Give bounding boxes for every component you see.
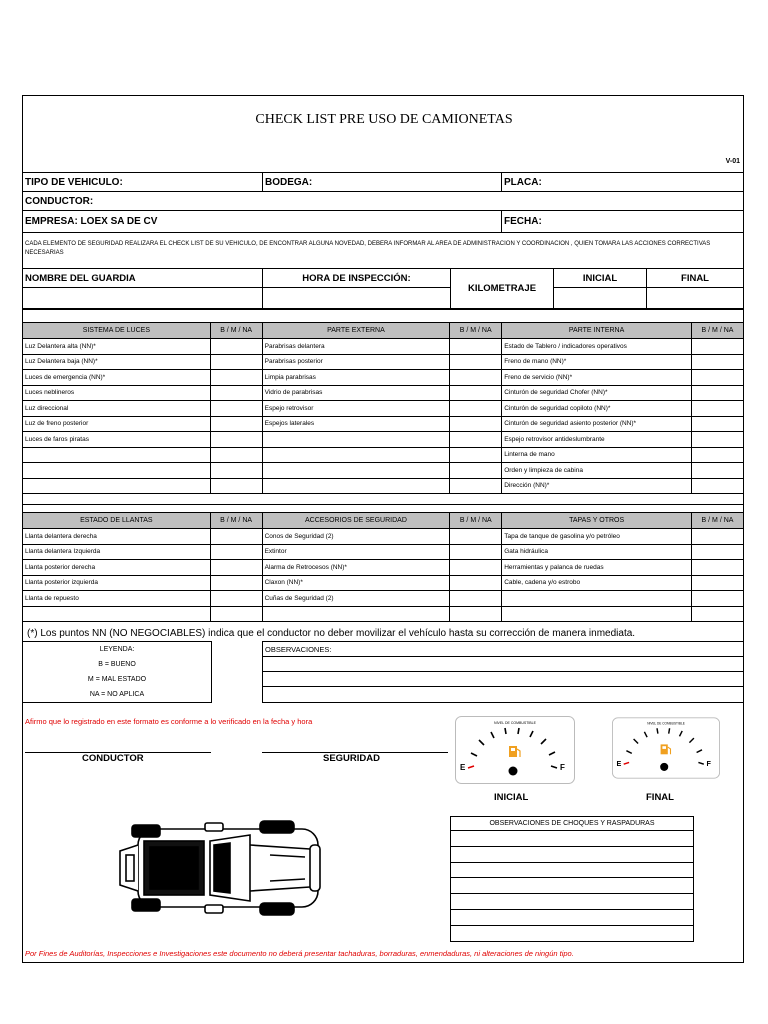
check-item-status[interactable] bbox=[210, 606, 262, 622]
section-header: PARTE INTERNA bbox=[502, 323, 692, 339]
legend-mal-estado: M = MAL ESTADO bbox=[87, 676, 147, 683]
section-header: PARTE EXTERNA bbox=[262, 323, 450, 339]
check-item-label bbox=[23, 478, 211, 494]
check-item-label: Llanta posterior izquierda bbox=[23, 575, 211, 591]
check-item-label: Luces neblineros bbox=[23, 385, 211, 401]
check-item-status[interactable] bbox=[450, 560, 502, 576]
hora-input[interactable] bbox=[263, 288, 451, 309]
seguridad-signature-label: SEGURIDAD bbox=[323, 753, 381, 764]
choques-header: OBSERVACIONES DE CHOQUES Y RASPADURAS bbox=[451, 817, 694, 831]
bodega-field[interactable]: BODEGA: bbox=[263, 173, 502, 192]
gauge-caption: NIVEL DE COMBUSTIBLE bbox=[647, 721, 685, 726]
check-item-status[interactable] bbox=[210, 432, 262, 448]
kilometraje-label: KILOMETRAJE bbox=[451, 269, 554, 309]
check-item-status[interactable] bbox=[692, 544, 744, 560]
section-header: ACCESORIOS DE SEGURIDAD bbox=[262, 513, 450, 529]
check-item-status[interactable] bbox=[210, 529, 262, 545]
check-item-label bbox=[23, 447, 211, 463]
check-item-status[interactable] bbox=[450, 401, 502, 417]
choques-line[interactable] bbox=[451, 925, 694, 941]
inspection-table bbox=[22, 268, 744, 309]
check-item-label: Linterna de mano bbox=[502, 447, 692, 463]
page-title: CHECK LIST PRE USO DE CAMIONETAS bbox=[255, 112, 513, 127]
fuel-gauge-final[interactable] bbox=[612, 716, 720, 780]
check-item-label: Espejo retrovisor bbox=[262, 401, 450, 417]
bmna-header: B / M / NA bbox=[210, 513, 262, 529]
check-item-status[interactable] bbox=[692, 354, 744, 370]
check-item-status[interactable] bbox=[450, 606, 502, 622]
observaciones-table bbox=[262, 641, 744, 703]
check-item-label: Llanta delantera Izquierda bbox=[23, 544, 211, 560]
choques-line[interactable] bbox=[451, 846, 694, 862]
check-item-status[interactable] bbox=[450, 463, 502, 479]
conductor-signature-label: CONDUCTOR bbox=[82, 753, 144, 764]
check-item-status[interactable] bbox=[210, 354, 262, 370]
check-item-label: Dirección (NN)* bbox=[502, 478, 692, 494]
check-item-label: Orden y limpieza de cabina bbox=[502, 463, 692, 479]
gauge-center bbox=[509, 767, 518, 776]
spacer-row bbox=[22, 309, 744, 323]
legend-box bbox=[22, 641, 212, 703]
check-item-label: Luces de emergencia (NN)* bbox=[23, 370, 211, 386]
check-item-status[interactable] bbox=[692, 447, 744, 463]
check-item-status[interactable] bbox=[210, 544, 262, 560]
gauge-f-label: F bbox=[706, 759, 711, 768]
check-item-status[interactable] bbox=[450, 385, 502, 401]
check-item-label bbox=[262, 447, 450, 463]
check-item-label: Gata hidráulica bbox=[502, 544, 692, 560]
check-item-status[interactable] bbox=[210, 339, 262, 355]
check-item-status[interactable] bbox=[692, 432, 744, 448]
bmna-header: B / M / NA bbox=[450, 513, 502, 529]
check-item-status[interactable] bbox=[692, 401, 744, 417]
check-item-label: Llanta delantera derecha bbox=[23, 529, 211, 545]
check-item-status[interactable] bbox=[692, 606, 744, 622]
check-item-status[interactable] bbox=[210, 385, 262, 401]
tipo-vehiculo-field[interactable]: TIPO DE VEHICULO: bbox=[23, 173, 263, 192]
gauge-final-label: FINAL bbox=[646, 792, 674, 803]
check-item-label: Limpia parabrisas bbox=[262, 370, 450, 386]
check-item-label: Cinturón de seguridad copiloto (NN)* bbox=[502, 401, 692, 417]
bmna-header: B / M / NA bbox=[692, 513, 744, 529]
check-item-status[interactable] bbox=[692, 385, 744, 401]
check-item-status[interactable] bbox=[692, 463, 744, 479]
check-item-status[interactable] bbox=[692, 575, 744, 591]
hora-label: HORA DE INSPECCIÓN: bbox=[263, 269, 451, 288]
check-item-status[interactable] bbox=[210, 575, 262, 591]
legend-title: LEYENDA: bbox=[99, 646, 135, 653]
check-item-label: Cuñas de Seguridad (2) bbox=[262, 591, 450, 607]
guardia-label: NOMBRE DEL GUARDIA bbox=[23, 269, 263, 288]
choques-line[interactable] bbox=[451, 878, 694, 894]
check-item-status[interactable] bbox=[692, 560, 744, 576]
check-item-status[interactable] bbox=[210, 591, 262, 607]
vehicle-diagram-icon[interactable] bbox=[110, 805, 330, 930]
km-final-label: FINAL bbox=[647, 269, 744, 288]
fuel-gauge-inicial[interactable] bbox=[455, 716, 575, 784]
check-item-label bbox=[23, 463, 211, 479]
check-item-status[interactable] bbox=[450, 478, 502, 494]
check-item-label bbox=[262, 478, 450, 494]
check-item-label: Claxon (NN)* bbox=[262, 575, 450, 591]
choques-table bbox=[450, 816, 694, 942]
section-header: ESTADO DE LLANTAS bbox=[23, 513, 211, 529]
check-item-status[interactable] bbox=[450, 432, 502, 448]
check-item-status[interactable] bbox=[450, 575, 502, 591]
check-item-status[interactable] bbox=[450, 416, 502, 432]
observaciones-line[interactable] bbox=[263, 687, 744, 703]
check-item-status[interactable] bbox=[210, 401, 262, 417]
check-item-label bbox=[262, 432, 450, 448]
empresa-field[interactable]: EMPRESA: LOEX SA DE CV bbox=[23, 211, 502, 233]
check-item-status[interactable] bbox=[210, 447, 262, 463]
legend-no-aplica: NA = NO APLICA bbox=[89, 691, 145, 698]
check-item-status[interactable] bbox=[692, 370, 744, 386]
gauge-e-label: E bbox=[460, 763, 466, 772]
check-item-label bbox=[23, 606, 211, 622]
observaciones-label: OBSERVACIONES: bbox=[263, 642, 744, 657]
placa-field[interactable]: PLACA: bbox=[502, 173, 744, 192]
bmna-header: B / M / NA bbox=[692, 323, 744, 339]
check-item-status[interactable] bbox=[692, 529, 744, 545]
check-item-label: Luz Delantera alta (NN)* bbox=[23, 339, 211, 355]
check-item-label: Estado de Tablero / indicadores operativos bbox=[502, 339, 692, 355]
check-item-label: Conos de Seguridad (2) bbox=[262, 529, 450, 545]
check-item-label: Luz de freno posterior bbox=[23, 416, 211, 432]
check-item-status[interactable] bbox=[450, 544, 502, 560]
bmna-header: B / M / NA bbox=[210, 323, 262, 339]
bmna-header: B / M / NA bbox=[450, 323, 502, 339]
check-item-label bbox=[502, 591, 692, 607]
check-item-label: Herramientas y palanca de ruedas bbox=[502, 560, 692, 576]
gauge-e-label: E bbox=[616, 759, 622, 768]
check-item-label: Cinturón de seguridad asiento posterior (NN)* bbox=[502, 416, 692, 432]
gauge-center bbox=[660, 763, 668, 771]
section-header: SISTEMA DE LUCES bbox=[23, 323, 211, 339]
check-item-status[interactable] bbox=[450, 339, 502, 355]
check-item-label: Espejos laterales bbox=[262, 416, 450, 432]
choques-line[interactable] bbox=[451, 909, 694, 925]
affirm-text: Afirmo que lo registrado en este formato es conforme a lo verificado en la fecha y hora bbox=[25, 717, 313, 726]
check-item-label: Parabrisas delantera bbox=[262, 339, 450, 355]
checklist-section-1 bbox=[22, 322, 744, 494]
check-item-label: Tapa de tanque de gasolina y/o petróleo bbox=[502, 529, 692, 545]
guardia-input[interactable] bbox=[23, 288, 263, 309]
conductor-field[interactable]: CONDUCTOR: bbox=[23, 192, 744, 211]
check-item-label: Luz direccional bbox=[23, 401, 211, 417]
check-item-status[interactable] bbox=[450, 529, 502, 545]
gauge-f-label: F bbox=[560, 763, 565, 772]
check-item-status[interactable] bbox=[692, 416, 744, 432]
check-item-status[interactable] bbox=[692, 591, 744, 607]
legend-bueno: B = BUENO bbox=[98, 661, 136, 668]
check-item-label: Cable, cadena y/o estrobo bbox=[502, 575, 692, 591]
check-item-status[interactable] bbox=[450, 591, 502, 607]
check-item-label: Freno de servicio (NN)* bbox=[502, 370, 692, 386]
check-item-status[interactable] bbox=[210, 560, 262, 576]
check-item-label: Luz Delantera baja (NN)* bbox=[23, 354, 211, 370]
check-item-label: Luces de faros piratas bbox=[23, 432, 211, 448]
choques-line[interactable] bbox=[451, 862, 694, 878]
check-item-status[interactable] bbox=[210, 478, 262, 494]
km-final-input[interactable] bbox=[647, 288, 744, 309]
km-inicial-label: INICIAL bbox=[554, 269, 647, 288]
section-header: TAPAS Y OTROS bbox=[502, 513, 692, 529]
footer-note: Por Fines de Auditorías, Inspecciones e Investigaciones este documento no deberá presentar tachaduras, borraduras, enmendaduras, ni alteraciones de ningún tipo. bbox=[25, 949, 574, 958]
check-item-label: Parabrisas posterior bbox=[262, 354, 450, 370]
choques-line[interactable] bbox=[451, 831, 694, 847]
check-item-label: Alarma de Retrocesos (NN)* bbox=[262, 560, 450, 576]
check-item-status[interactable] bbox=[210, 416, 262, 432]
check-item-label bbox=[262, 463, 450, 479]
check-item-label bbox=[262, 606, 450, 622]
nn-note: (*) Los puntos NN (NO NEGOCIABLES) indica que el conductor no deber movilizar el vehículo hasta su corrección de manera inmediata. bbox=[27, 628, 636, 639]
gauge-inicial-label: INICIAL bbox=[494, 792, 529, 803]
check-item-label: Cinturón de seguridad Chofer (NN)* bbox=[502, 385, 692, 401]
checklist-section-2 bbox=[22, 512, 744, 622]
notice-text: CADA ELEMENTO DE SEGURIDAD REALIZARA EL CHECK LIST DE SU VEHICULO, DE ENCONTRAR ALGUNA NOVEDAD, DEBERA INFORMAR AL AREA DE ADMINISTRACION Y COORDINACION , QUIEN TOMARA LAS ACCIONES CORRECTIVAS NECESARIAS bbox=[25, 241, 711, 256]
check-item-status[interactable] bbox=[450, 370, 502, 386]
check-item-label: Extintor bbox=[262, 544, 450, 560]
check-item-label bbox=[502, 606, 692, 622]
check-item-label: Vidrio de parabrisas bbox=[262, 385, 450, 401]
check-item-status[interactable] bbox=[450, 354, 502, 370]
check-item-status[interactable] bbox=[210, 370, 262, 386]
gauge-caption: NIVEL DE COMBUSTIBLE bbox=[494, 721, 536, 725]
fecha-field[interactable]: FECHA: bbox=[502, 211, 744, 233]
check-item-status[interactable] bbox=[692, 478, 744, 494]
check-item-label: Llanta de repuesto bbox=[23, 591, 211, 607]
check-item-label: Freno de mano (NN)* bbox=[502, 354, 692, 370]
observaciones-line[interactable] bbox=[263, 672, 744, 687]
vehicle-info-table bbox=[22, 172, 744, 233]
choques-line[interactable] bbox=[451, 894, 694, 910]
check-item-label: Llanta posterior derecha bbox=[23, 560, 211, 576]
observaciones-line[interactable] bbox=[263, 657, 744, 672]
km-inicial-input[interactable] bbox=[554, 288, 647, 309]
check-item-status[interactable] bbox=[210, 463, 262, 479]
version-label: V-01 bbox=[725, 158, 740, 165]
check-item-status[interactable] bbox=[692, 339, 744, 355]
check-item-status[interactable] bbox=[450, 447, 502, 463]
check-item-label: Espejo retrovisor antideslumbrante bbox=[502, 432, 692, 448]
